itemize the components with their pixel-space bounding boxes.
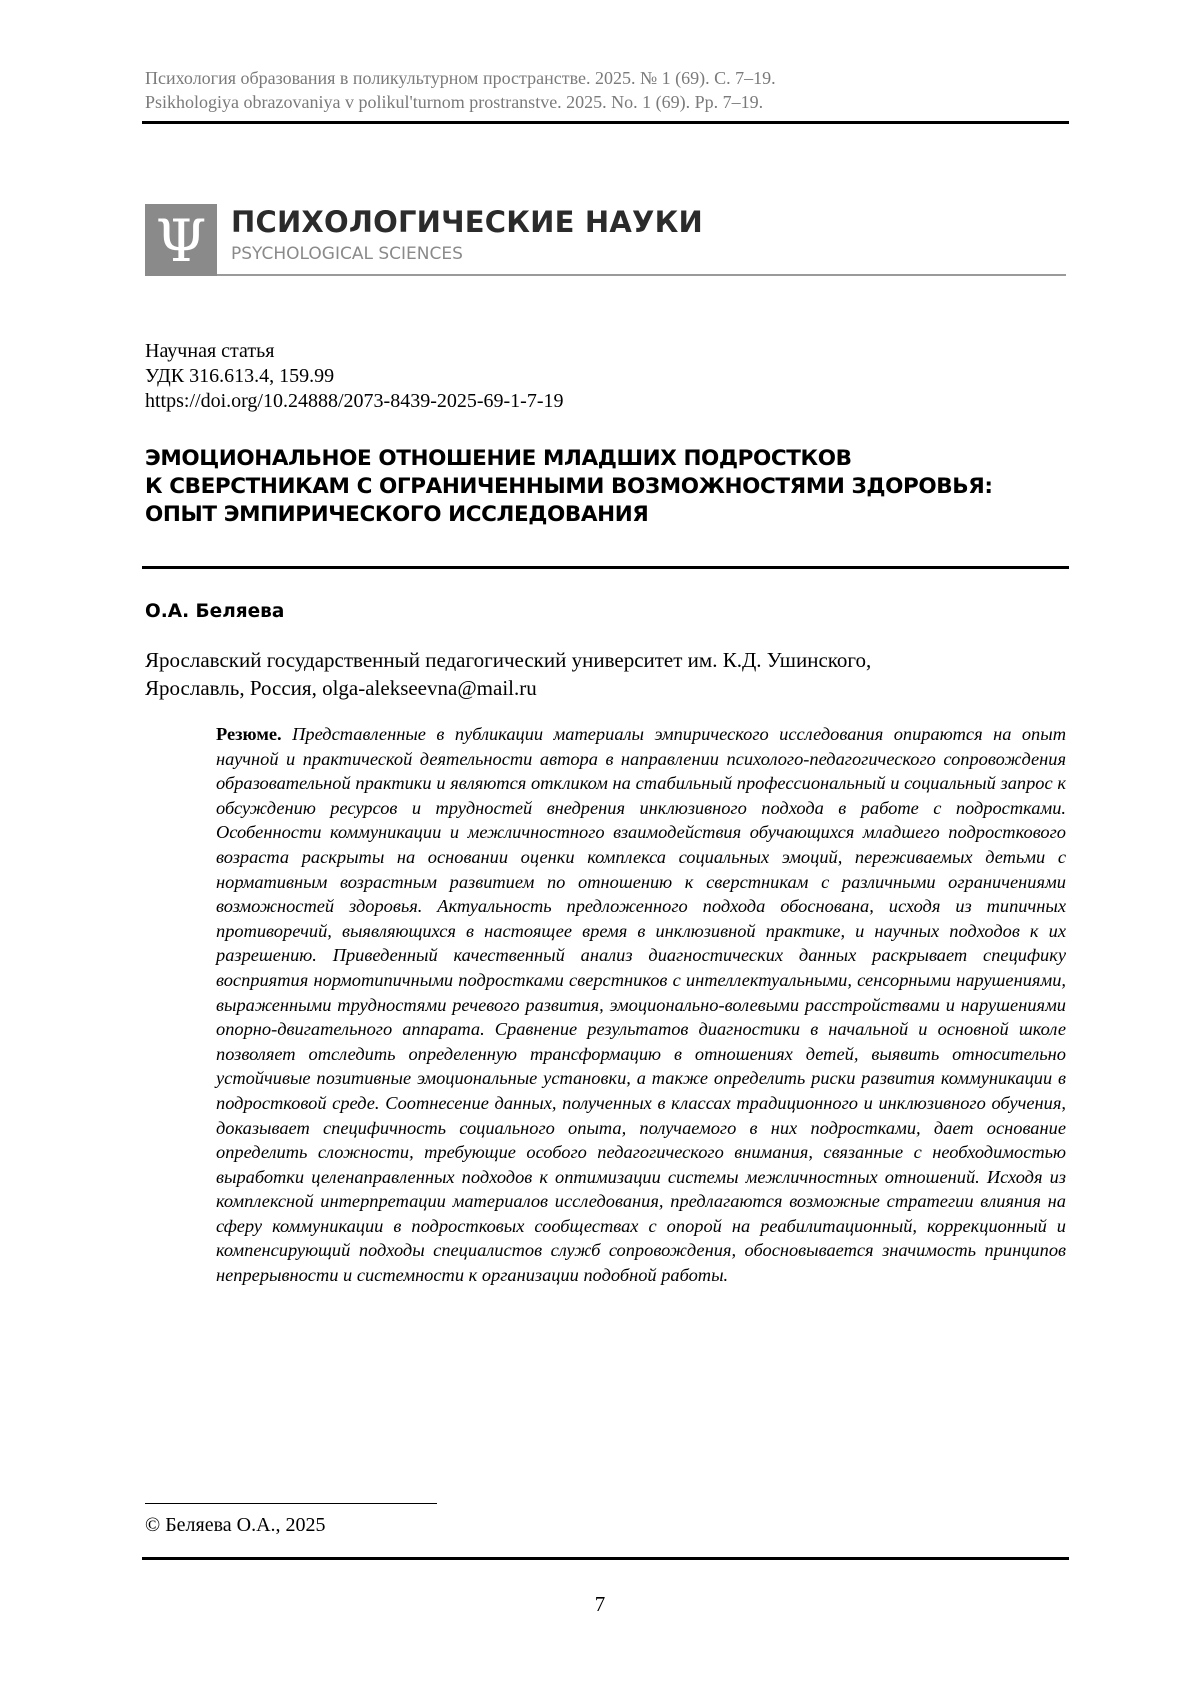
article-title [145, 445, 1075, 529]
copyright-notice: © Беляева О.А., 2025 [145, 1512, 326, 1538]
running-header [145, 66, 1065, 114]
abstract-text: Представленные в публикации материалы эмпирического исследования опираются на опыт научной и практической деятельности автора в направлении психолого-педагогического сопровождения образовательной практики и являются откликом на стабильный профессиональный и социальный запрос к обсуждению ресурсов и трудностей внедрения инклюзивного подхода в работе с подростками. Особенности коммуникации и межличностного взаимодействия обучающихся младшего подросткового возраста раскрыты на основании оценки комплекса социальных эмоций, переживаемых детьми с нормативным возрастным развитием по отношению к сверстникам с различными ограничениями возможностей здоровья. Актуальность предложенного подхода обоснована, исходя из типичных противоречий, выявляющихся в настоящее время в инклюзивной практике, и научных подходов к их разрешению. Приведенный качественный анализ диагностических данных раскрывает специфику восприятия нормотипичными подростками сверстников с интеллектуальными, сенсорными нарушениями, выраженными трудностями речевого развития, эмоционально-волевыми расстройствами и нарушениями опорно-двигательного аппарата. Сравнение результатов диагностики в начальной и основной школе позволяет отследить определенную трансформацию в отношениях детей, выявить относительно устойчивые позитивные эмоциональные установки, а также определить риски развития коммуникации в подростковой среде. Соотнесение данных, полученных в классах традиционного и инклюзивного обучения, доказывает специфичность социального опыта, получаемого в них подростками, дает основание определить сложности, требующие особого педагогического внимания, связанные с необходимостью выработки целенаправленных подходов к оптимизации системы межличностных отношений. Исходя из комплексной интерпретации материалов исследования, предлагаются возможные стратегии влияния на сферу коммуникации в подростковых сообществах с опорой на реабилитационный, коррекционный и компенсирующий подходы специалистов служб сопровождения, обосновывается значимость принципов непрерывности и системности к организации подобной работы. [216, 724, 1066, 1285]
author-name: О.А. Беляева [145, 600, 284, 624]
footer-divider [142, 1557, 1069, 1560]
section-subtitle: PSYCHOLOGICAL SCIENCES [231, 242, 463, 266]
page-number: 7 [0, 1591, 1200, 1617]
article-meta [145, 339, 564, 414]
affiliation-line: Ярославский государственный педагогический университет им. К.Д. Ушинского, [145, 646, 1075, 674]
header-divider [142, 121, 1069, 124]
article-title-line: ЭМОЦИОНАЛЬНОЕ ОТНОШЕНИЕ МЛАДШИХ ПОДРОСТКОВ [145, 445, 1075, 473]
section-banner [145, 204, 1066, 276]
article-title-line: ОПЫТ ЭМПИРИЧЕСКОГО ИССЛЕДОВАНИЯ [145, 501, 1075, 529]
journal-citation-ru: Психология образования в поликультурном пространстве. 2025. № 1 (69). С. 7–19. [145, 66, 1065, 90]
article-udc: УДК 316.613.4, 159.99 [145, 364, 564, 389]
psi-logo-icon [145, 204, 217, 276]
footnote-divider [145, 1503, 437, 1504]
article-type: Научная статья [145, 339, 564, 364]
abstract-label: Резюме. [216, 724, 282, 744]
section-title: ПСИХОЛОГИЧЕСКИЕ НАУКИ [231, 204, 703, 240]
article-title-line: К СВЕРСТНИКАМ С ОГРАНИЧЕННЫМИ ВОЗМОЖНОСТЯМИ ЗДОРОВЬЯ: [145, 473, 1075, 501]
title-divider [142, 566, 1069, 569]
author-affiliation [145, 646, 1075, 702]
affiliation-line: Ярославль, Россия, olga-alekseevna@mail.ru [145, 674, 1075, 702]
article-doi-link[interactable]: https://doi.org/10.24888/2073-8439-2025-69-1-7-19 [145, 389, 564, 414]
abstract [216, 722, 1066, 1288]
journal-citation-en: Psikhologiya obrazovaniya v polikul'turnom prostranstve. 2025. No. 1 (69). Pp. 7–19. [145, 90, 1065, 114]
psi-logo-glyph: Ψ [156, 207, 207, 275]
section-underline [217, 274, 1066, 276]
